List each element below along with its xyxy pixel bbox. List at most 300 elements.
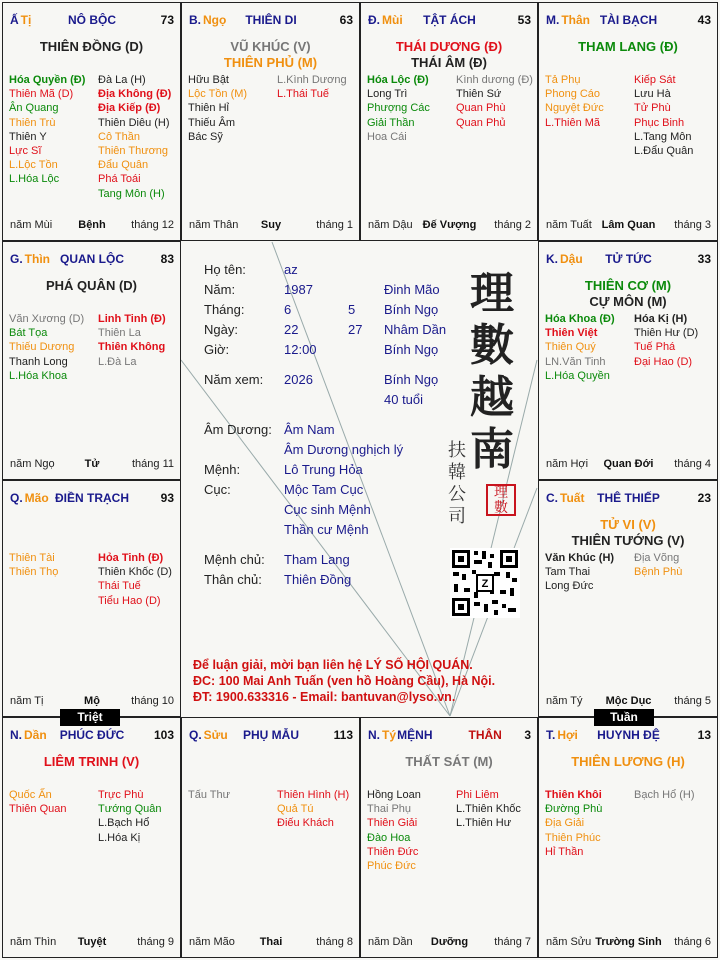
month-canchi: Bính Ngọ	[384, 302, 439, 317]
palace-month: tháng 4	[674, 458, 711, 470]
palace-can: N.	[10, 728, 22, 742]
palace-footer	[546, 936, 711, 949]
minor-star: Tả Phụ	[545, 74, 581, 86]
palace-year: năm Dần	[368, 936, 413, 948]
minor-star: Nguyệt Đức	[545, 102, 604, 115]
palace-header	[546, 728, 711, 742]
minor-stars-left	[545, 551, 614, 594]
menh-label: Mệnh:	[204, 462, 241, 477]
palace-name: QUAN LỘC	[60, 252, 124, 266]
palace-truong-sinh: Tuyệt	[77, 936, 107, 948]
main-star: CỰ MÔN (M)	[589, 294, 667, 309]
minor-stars-right	[98, 788, 162, 845]
minor-star: Phượng Các	[367, 102, 430, 115]
minor-star: L.Bạch Hổ	[98, 817, 150, 830]
minor-stars-left	[367, 788, 421, 873]
view-year-label: Năm xem:	[204, 372, 264, 387]
palace-name: THIÊN DI	[245, 13, 297, 27]
cuc-value: Mộc Tam Cục	[284, 482, 364, 497]
palace-chi: Tị	[20, 13, 32, 27]
palace-can: Đ.	[368, 13, 380, 27]
cuc-note-1: Cục sinh Mệnh	[284, 502, 371, 517]
palace-cell-d-mui	[360, 2, 538, 241]
palace-age-number: 73	[160, 13, 174, 27]
minor-star: Tướng Quân	[98, 803, 162, 816]
minor-star: Phá Toái	[98, 173, 141, 186]
minor-star: Địa Kiếp (Đ)	[98, 102, 161, 115]
month-lunar: 5	[348, 302, 356, 317]
minor-star: Tam Thai	[545, 566, 591, 579]
minor-star: Địa Không (Đ)	[98, 88, 172, 101]
minor-stars-right	[634, 312, 698, 369]
minor-star: Thanh Long	[9, 355, 68, 368]
minor-star: Thiên Hỉ	[188, 102, 229, 115]
minor-star: Văn Khúc (H)	[545, 552, 615, 564]
minor-stars-right	[456, 73, 533, 130]
qr-code[interactable]	[450, 548, 520, 618]
minor-star: Hóa Khoa (Đ)	[545, 313, 615, 325]
palace-name	[368, 728, 531, 742]
palace-can: Ấ	[10, 13, 19, 27]
minor-star: Phong Cáo	[545, 88, 601, 101]
minor-star: Thiên Thương	[98, 144, 169, 157]
minor-stars-left	[188, 788, 230, 802]
palace-age-number: 113	[333, 728, 353, 742]
year-value: 1987	[284, 282, 313, 297]
minor-star: Hỉ Thần	[545, 845, 584, 858]
palace-age-number: 83	[160, 252, 174, 266]
palace-cell-t-hoi	[538, 717, 718, 958]
minor-star: Phi Liêm	[456, 789, 499, 801]
triet-badge: Triệt	[60, 709, 120, 726]
palace-footer	[10, 219, 174, 232]
palace-truong-sinh: Thai	[259, 936, 283, 948]
minor-stars-left	[9, 312, 84, 383]
palace-header	[368, 728, 531, 742]
palace-year: năm Tuất	[546, 219, 592, 231]
amduong-note: Âm Dương nghịch lý	[284, 442, 404, 457]
palace-name-than: THÂN	[468, 728, 502, 742]
minor-star: Thiên Sứ	[456, 88, 502, 101]
palace-age-number: 53	[517, 13, 531, 27]
view-year-canchi: Bính Ngọ	[384, 372, 439, 387]
palace-footer	[10, 936, 174, 949]
minor-star: Bệnh Phù	[634, 566, 683, 579]
palace-year: năm Tý	[546, 695, 583, 707]
palace-footer	[546, 695, 711, 708]
logo-subtitle: 扶 韓 公 司	[448, 440, 466, 527]
palace-cell-n-ty	[360, 717, 538, 958]
palace-cell-q-suu	[181, 717, 360, 958]
minor-star: Đại Hao (D)	[634, 355, 693, 368]
name-label: Họ tên:	[204, 262, 246, 277]
contact-line-1: Để luận giải, mời bạn liên hệ LÝ SỐ HỘI QUÁN.	[193, 658, 473, 672]
minor-star: Thiên Hư (D)	[634, 327, 699, 340]
palace-age-number: 23	[697, 491, 711, 505]
minor-stars-right	[634, 73, 693, 158]
minor-star: Thiên Việt	[545, 327, 598, 340]
main-star: THAM LANG (Đ)	[578, 39, 678, 54]
minor-star: Địa Giải	[545, 817, 585, 830]
palace-name: PHỤ MẪU	[243, 728, 299, 742]
palace-name: TẬT ÁCH	[423, 13, 476, 27]
hour-label: Giờ:	[204, 342, 230, 357]
palace-footer	[189, 936, 353, 949]
palace-header	[546, 491, 711, 505]
minor-star: LN.Văn Tinh	[545, 355, 606, 368]
minor-star: Thiên Mã (D)	[9, 88, 74, 101]
contact-line-3: ĐT: 1900.633316 - Email: bantuvan@lyso.vn.	[193, 690, 456, 704]
minor-stars-left	[9, 73, 85, 187]
minor-stars-right	[98, 551, 172, 608]
main-star: THÁI DƯƠNG (Đ)	[395, 39, 503, 54]
day-canchi: Nhâm Dần	[384, 322, 447, 337]
minor-star: Thiên Trù	[9, 116, 56, 129]
main-star: VŨ KHÚC (V)	[230, 39, 311, 54]
palace-truong-sinh: Bệnh	[78, 219, 106, 231]
palace-year: năm Mão	[189, 936, 235, 948]
month-value: 6	[284, 302, 292, 317]
minor-star: Thiên Quý	[545, 341, 596, 354]
minor-star: L.Thiên Khốc	[456, 803, 521, 816]
palace-cell-q-mao	[2, 480, 181, 717]
main-star: THIÊN ĐỒNG (D)	[39, 39, 144, 54]
palace-footer	[10, 695, 174, 708]
minor-star: Quan Phù	[456, 102, 506, 115]
logo-calligraphy: 理 數 越 南	[470, 268, 514, 475]
palace-chi: Mùi	[382, 13, 403, 27]
palace-chi: Sửu	[203, 728, 228, 742]
palace-header	[10, 728, 174, 742]
palace-header	[10, 252, 174, 266]
main-star: LIÊM TRINH (V)	[43, 754, 140, 769]
seal-stamp: 理數	[486, 484, 516, 516]
minor-star: Thiếu Âm	[188, 116, 236, 129]
minor-stars-left	[9, 551, 58, 579]
minor-star: L.Tang Môn	[634, 130, 692, 143]
minor-stars-left	[367, 73, 430, 144]
palace-age-number: 93	[160, 491, 174, 505]
cuc-label: Cục:	[204, 482, 231, 497]
minor-star: Thiên Tài	[9, 552, 55, 564]
palace-year: năm Dậu	[368, 219, 413, 231]
minor-star: Ân Quang	[9, 102, 59, 115]
cuc-note-2: Thần cư Mệnh	[284, 522, 369, 537]
minor-star: Kình dương (Đ)	[456, 74, 533, 86]
minor-star: Thiên Diêu (H)	[98, 116, 170, 129]
palace-year: năm Hợi	[546, 458, 589, 470]
palace-month: tháng 10	[131, 695, 174, 707]
palace-header	[546, 252, 711, 266]
palace-chi: Thân	[561, 13, 591, 27]
minor-star: Long Trì	[367, 88, 408, 101]
palace-year: năm Ngọ	[10, 458, 55, 470]
main-star: THẤT SÁT (M)	[405, 754, 493, 769]
palace-name: HUYNH ĐỆ	[597, 728, 660, 742]
minor-star: Long Đức	[545, 580, 594, 593]
palace-can: N.	[368, 728, 380, 742]
palace-name: TỬ TỨC	[605, 252, 652, 266]
minor-star: Tuế Phá	[634, 341, 676, 354]
palace-age-number: 63	[339, 13, 353, 27]
minor-star: L.Hóa Lộc	[9, 173, 60, 186]
minor-star: Thai Phụ	[367, 803, 412, 816]
minor-star: L.Đẩu Quân	[634, 144, 694, 157]
minor-star: L.Thái Tuế	[277, 88, 329, 101]
palace-name-menh: MỆNH	[397, 728, 433, 742]
thanchu-value: Thiên Đồng	[284, 572, 352, 587]
palace-month: tháng 3	[674, 219, 711, 231]
minor-star: Thiên Khốc (D)	[98, 566, 172, 579]
palace-month: tháng 7	[494, 936, 531, 948]
palace-can: C.	[546, 491, 558, 505]
palace-footer	[368, 936, 531, 949]
palace-month: tháng 8	[316, 936, 353, 948]
palace-chi: Dậu	[560, 252, 583, 266]
palace-name: THÊ THIẾP	[597, 491, 660, 505]
minor-star: Thiếu Dương	[9, 341, 75, 354]
minor-star: Phúc Đức	[367, 859, 416, 872]
menh-value: Lô Trung Hỏa	[284, 462, 363, 477]
palace-footer	[189, 219, 353, 232]
palace-chi: Mão	[24, 491, 49, 505]
minor-star: Hồng Loan	[367, 789, 421, 801]
palace-month: tháng 1	[316, 219, 353, 231]
minor-star: Tử Phù	[634, 102, 671, 115]
minor-star: Thiên La	[98, 327, 141, 340]
svg-text:Z: Z	[481, 578, 489, 590]
palace-can: T.	[546, 728, 556, 742]
minor-star: Đào Hoa	[367, 831, 411, 844]
day-label: Ngày:	[204, 322, 238, 337]
minor-star: Thiên Không	[98, 341, 166, 354]
palace-month: tháng 11	[131, 458, 174, 470]
thanchu-label: Thân chủ:	[204, 572, 262, 587]
palace-chi: Thìn	[24, 252, 50, 266]
minor-star: Bạch Hổ (H)	[634, 789, 695, 801]
palace-cell-a-ti	[2, 2, 181, 241]
minor-star: Cô Thần	[98, 130, 140, 143]
palace-can: K.	[546, 252, 558, 266]
palace-footer	[546, 219, 711, 232]
palace-age-number: 43	[697, 13, 711, 27]
palace-chi: Tý	[382, 728, 397, 742]
minor-star: Thiên Hình (H)	[277, 789, 350, 801]
minor-star: Thiên Đức	[367, 845, 419, 858]
palace-footer	[546, 458, 711, 471]
hour-canchi: Bính Ngọ	[384, 342, 439, 357]
minor-star: L.Lộc Tồn	[9, 159, 58, 172]
palace-year: năm Mùi	[10, 219, 53, 231]
minor-star: Hữu Bật	[188, 74, 229, 86]
palace-can: M.	[546, 13, 560, 27]
minor-star: Hỏa Tinh (Đ)	[98, 552, 164, 564]
minor-star: Thiên Quan	[9, 803, 67, 816]
minor-stars-right	[634, 788, 695, 802]
minor-stars-left	[9, 788, 66, 816]
palace-truong-sinh: Dưỡng	[430, 936, 469, 948]
palace-cell-g-thin	[2, 241, 181, 480]
palace-month: tháng 5	[674, 695, 711, 707]
minor-stars-right	[98, 73, 171, 201]
minor-star: Đẩu Quân	[98, 159, 149, 172]
view-year-value: 2026	[284, 372, 313, 387]
palace-truong-sinh: Mộc Dục	[605, 695, 652, 707]
palace-can: Q.	[189, 728, 202, 742]
minor-star: Thiên Phúc	[545, 831, 601, 844]
palace-cell-c-tuat	[538, 480, 718, 717]
palace-year: năm Tị	[10, 695, 44, 707]
contact-line-2: ĐC: 100 Mai Anh Tuấn (ven hồ Hoàng Cầu), Hà Nội.	[193, 674, 496, 688]
palace-truong-sinh: Đế Vượng	[422, 219, 477, 231]
minor-stars-right	[277, 788, 349, 831]
main-star: PHÁ QUÂN (D)	[46, 278, 137, 293]
minor-star: Phục Binh	[634, 116, 685, 129]
minor-star: Đường Phù	[545, 803, 603, 816]
palace-header	[189, 728, 353, 742]
palace-can: B.	[189, 13, 201, 27]
minor-star: L.Thiên Hư	[456, 817, 512, 830]
minor-star: L.Thiên Mã	[545, 116, 601, 129]
main-star: THIÊN LƯƠNG (H)	[571, 754, 685, 769]
palace-header	[10, 13, 174, 27]
minor-star: Thiên Giải	[367, 817, 418, 830]
minor-star: Tiểu Hao (D)	[98, 594, 161, 607]
palace-age-number: 33	[697, 252, 711, 266]
palace-truong-sinh: Suy	[260, 219, 282, 231]
minor-star: Quả Tú	[277, 803, 314, 816]
age-value: 40 tuổi	[384, 392, 424, 407]
day-lunar: 27	[348, 322, 363, 337]
palace-footer	[368, 219, 531, 232]
minor-star: L.Hóa Quyền	[545, 369, 610, 382]
minor-stars-right	[98, 312, 166, 369]
palace-cell-m-than	[538, 2, 718, 241]
minor-star: Hoa Cái	[367, 130, 407, 143]
minor-stars-left	[545, 73, 604, 130]
amduong-value: Âm Nam	[284, 422, 335, 437]
main-star: THIÊN PHỦ (M)	[223, 55, 318, 70]
palace-chi: Ngọ	[203, 13, 227, 27]
palace-name: NÔ BỘC	[68, 13, 116, 27]
amduong-label: Âm Dương:	[204, 422, 272, 437]
minor-star: Kiếp Sát	[634, 74, 676, 86]
year-label: Năm:	[204, 282, 236, 297]
palace-header	[546, 13, 711, 27]
minor-star: Hóa Lộc (Đ)	[367, 74, 429, 86]
main-star: THIÊN CƠ (M)	[584, 278, 672, 293]
palace-truong-sinh: Quan Đới	[603, 458, 654, 470]
tuan-badge: Tuần	[594, 709, 654, 726]
palace-cell-k-dau	[538, 241, 718, 480]
minor-star: Thiên Thọ	[9, 566, 59, 579]
palace-year: năm Thìn	[10, 936, 57, 948]
minor-stars-right	[634, 551, 682, 579]
minor-star: Địa Võng	[634, 552, 680, 564]
hour-value: 12:00	[284, 342, 317, 357]
minor-star: Linh Tinh (Đ)	[98, 313, 166, 325]
minor-star: Thiên Y	[9, 130, 47, 143]
name-value: az	[284, 262, 298, 277]
palace-truong-sinh: Lâm Quan	[601, 219, 656, 231]
minor-stars-left	[545, 788, 602, 859]
minor-star: Quan Phủ	[456, 116, 506, 129]
palace-age-number: 13	[697, 728, 711, 742]
palace-age-number: 103	[153, 728, 174, 742]
minor-star: Hóa Quyền (Đ)	[9, 74, 86, 86]
palace-month: tháng 12	[131, 219, 174, 231]
palace-truong-sinh: Tử	[84, 458, 100, 470]
palace-age-number: 3	[524, 728, 531, 742]
palace-cell-n-dan	[2, 717, 181, 958]
main-star: TỬ VI (V)	[600, 517, 656, 532]
palace-can: G.	[10, 252, 23, 266]
palace-can: Q.	[10, 491, 23, 505]
minor-star: L.Kình Dương	[277, 74, 347, 86]
minor-star: Bác Sỹ	[188, 130, 223, 143]
palace-header	[10, 491, 174, 505]
minor-star: Tang Môn (H)	[98, 187, 165, 200]
palace-name: TÀI BẠCH	[599, 13, 658, 27]
palace-month: tháng 9	[137, 936, 174, 948]
palace-year: năm Sửu	[546, 936, 592, 948]
palace-truong-sinh: Trường Sinh	[595, 936, 662, 948]
palace-name: ĐIỀN TRẠCH	[55, 491, 129, 505]
palace-header	[189, 13, 353, 27]
palace-chi: Dần	[24, 728, 47, 742]
minor-star: Đà La (H)	[98, 74, 146, 86]
palace-truong-sinh: Mộ	[84, 695, 100, 707]
day-value: 22	[284, 322, 299, 337]
minor-star: Hóa Kị (H)	[634, 313, 688, 325]
year-canchi: Đinh Mão	[384, 282, 440, 297]
palace-year: năm Thân	[189, 219, 239, 231]
main-star: THIÊN TƯỚNG (V)	[571, 533, 685, 548]
palace-chi: Hợi	[557, 728, 578, 742]
minor-stars-right	[277, 73, 347, 101]
minor-star: Trực Phù	[98, 789, 144, 801]
palace-cell-b-ngo	[181, 2, 360, 241]
palace-header	[368, 13, 531, 27]
minor-star: Lực Sĩ	[9, 144, 42, 157]
minor-star: Lộc Tồn (M)	[188, 88, 248, 101]
menhchu-label: Mệnh chủ:	[204, 552, 265, 567]
minor-stars-left	[545, 312, 615, 383]
minor-star: Quốc Ấn	[9, 789, 52, 801]
minor-stars-left	[188, 73, 247, 144]
minor-star: Thái Tuế	[98, 580, 141, 593]
palace-chi: Tuất	[560, 491, 585, 505]
minor-star: Điếu Khách	[277, 817, 334, 830]
minor-star: Bát Tọa	[9, 327, 48, 340]
minor-star: L.Hóa Khoa	[9, 369, 68, 382]
palace-month: tháng 2	[494, 219, 531, 231]
palace-footer	[10, 458, 174, 471]
palace-name: PHÚC ĐỨC	[59, 728, 125, 742]
main-star: THÁI ÂM (Đ)	[411, 55, 487, 70]
minor-star: L.Đà La	[98, 355, 137, 368]
minor-star: Lưu Hà	[634, 88, 671, 101]
palace-month: tháng 6	[674, 936, 711, 948]
menhchu-value: Tham Lang	[284, 552, 350, 567]
month-label: Tháng:	[204, 302, 245, 317]
minor-star: Thiên Khôi	[545, 789, 602, 801]
minor-stars-right	[456, 788, 521, 831]
minor-star: Tấu Thư	[188, 789, 231, 801]
minor-star: L.Hóa Kị	[98, 831, 141, 844]
minor-star: Văn Xương (D)	[9, 313, 85, 325]
minor-star: Giải Thần	[367, 116, 415, 129]
